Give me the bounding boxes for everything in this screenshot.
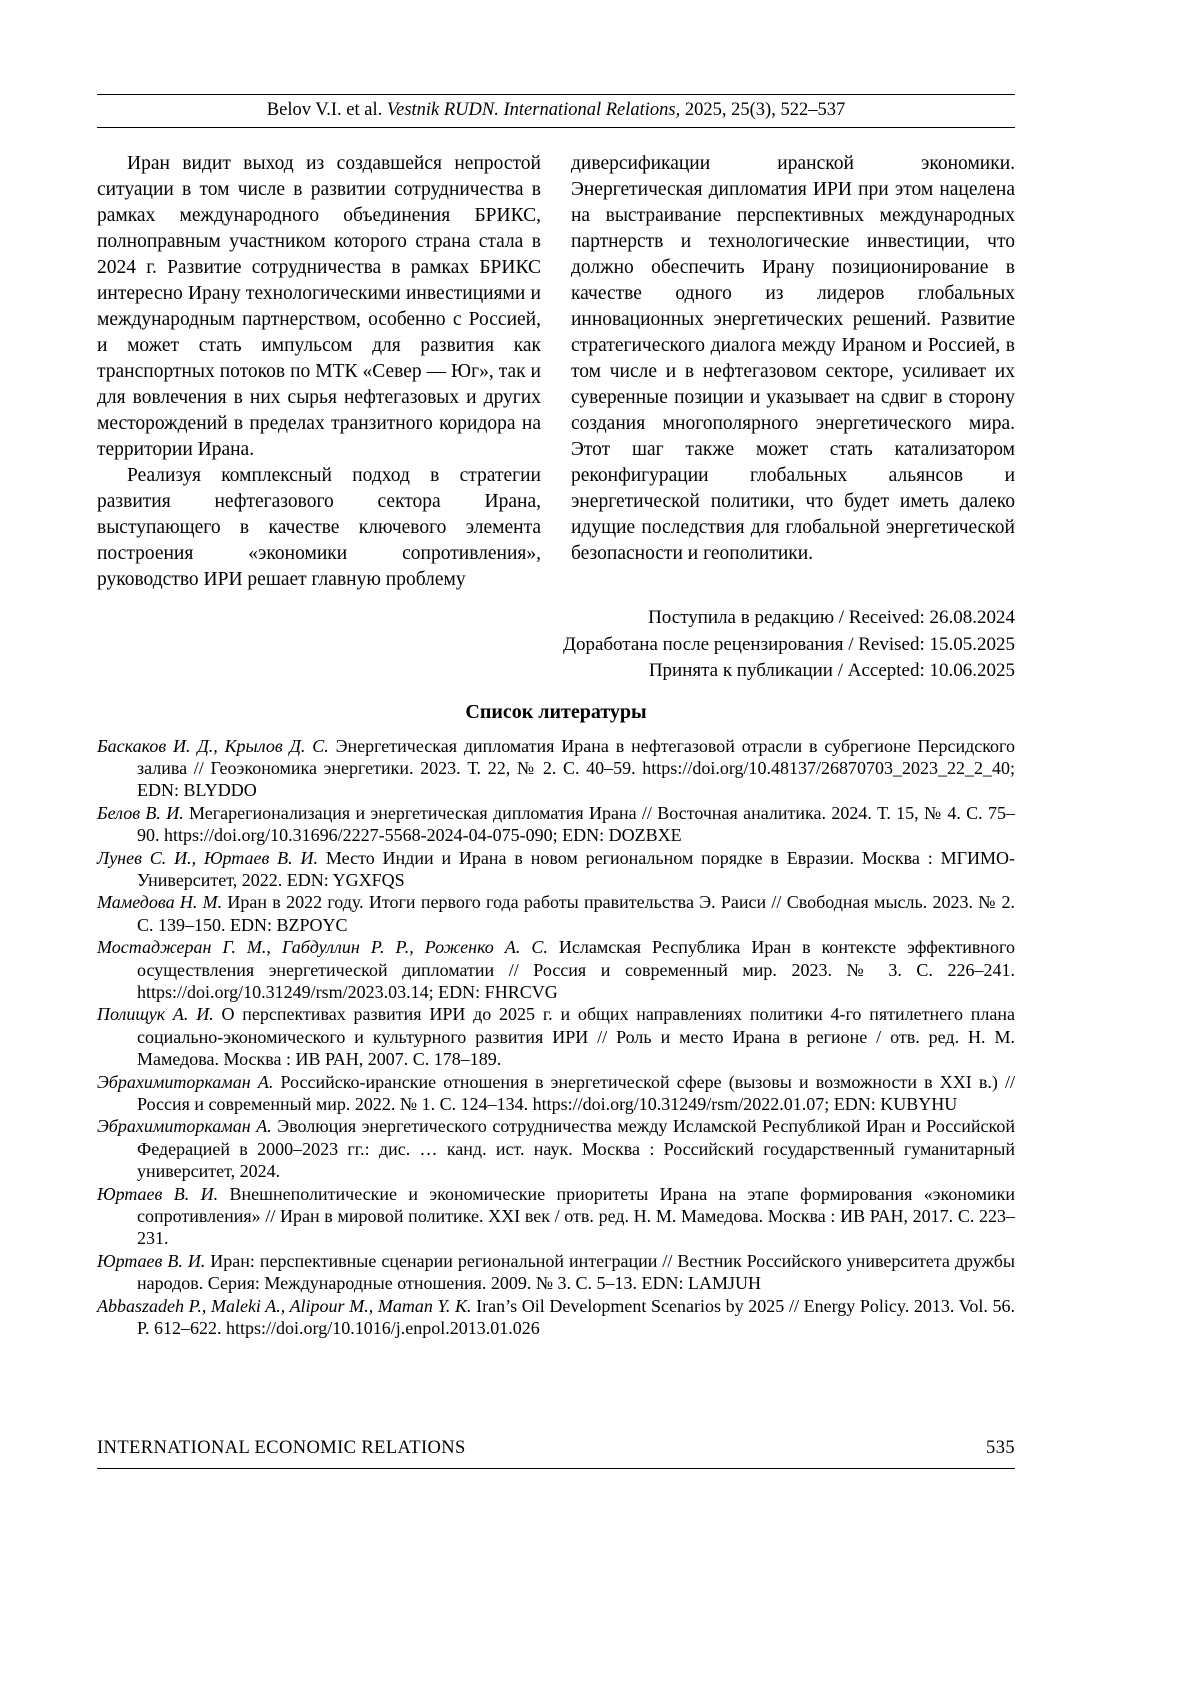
reference-authors: Юртаев В. И. <box>97 1183 219 1204</box>
reference-item: Мостаджеран Г. М., Габдуллин Р. Р., Роженко А. С. Исламская Республика Иран в контексте эффективного осуществления энергетической дипломатии // Россия и современный мир. 2023. № 3. С. 226–241. https://doi.org/10.31249/rsm/2023.03.14; EDN: FHRCVG <box>97 937 1015 1002</box>
reference-item: Баскаков И. Д., Крылов Д. С. Энергетическая дипломатия Ирана в нефтегазовой отрасли в субрегионе Персидского залива // Геоэкономика энергетики. 2023. Т. 22, № 2. С. 40–59. https://doi.org/10.48137/26870703_2023_22_2_40; EDN: BLYDDO <box>97 735 1015 801</box>
reference-authors: Полищук А. И. <box>97 1004 214 1025</box>
reference-item: Эбрахимиторкаман А. Эволюция энергетического сотрудничества между Исламской Республикой Иран и Российской Федерацией в 2000–2023 гг.: дис. … канд. ист. наук. Москва : Российский государственный гуманитарный университет, 2024. <box>97 1116 1015 1182</box>
reference-authors: Баскаков И. Д., Крылов Д. С. <box>97 735 329 756</box>
article-body <box>97 151 1015 593</box>
reference-item: Лунев С. И., Юртаев В. И. Место Индии и Ирана в новом региональном порядке в Евразии. Москва : МГИМО-Университет, 2022. EDN: YGXFQS <box>97 847 1016 890</box>
reference-item: Abbaszadeh P., Maleki A., Alipour M., Maman Y. K. Iran’s Oil Development Scenarios by 2025 // Energy Policy. 2013. Vol. 56. P. 612–622. https://doi.org/10.1016/j.enpol.2013.01.026 <box>97 1295 1016 1339</box>
reference-authors: Мостаджеран Г. М., Габдуллин Р. Р., Роженко А. С. <box>97 937 548 958</box>
date-line: Доработана после рецензирования / Revised: 15.05.2025 <box>563 633 1015 655</box>
paragraph: Реализуя комплексный подход в стратегии развития нефтегазового сектора Ирана, выступающего в качестве ключевого элемента построения «экономики сопротивления», руководство ИРИ решает главную проблему <box>97 465 541 590</box>
reference-item: Юртаев В. И. Иран: перспективные сценарии региональной интеграции // Вестник Российского университета дружбы народов. Серия: Международные отношения. 2009. № 3. С. 5–13. EDN: LAMJUH <box>97 1250 1015 1294</box>
header-journal-title: Vestnik RUDN. International Relations <box>386 100 676 120</box>
reference-authors: Эбрахимиторкаман А. <box>97 1116 272 1137</box>
reference-item: Полищук А. И. О перспективах развития ИРИ до 2025 г. и общих направлениях политики 4-го пятилетнего плана социально-экономического и культурного развития ИРИ // Роль и место Ирана в регионе / отв. ред. Н. М. Мамедова. Москва : ИВ РАН, 2007. С. 178–189. <box>97 1004 1016 1070</box>
page-number: 535 <box>986 1438 1015 1458</box>
footer <box>97 1438 1015 1469</box>
reference-authors: Abbaszadeh P., Maleki A., Alipour M., Maman Y. K. <box>97 1295 472 1316</box>
reference-authors: Белов В. И. <box>97 802 184 823</box>
reference-item: Белов В. И. Мегарегионализация и энергетическая дипломатия Ирана // Восточная аналитика. 2024. Т. 15, № 4. С. 75–90. https://doi.org/10.31696/2227-5568-2024-04-075-090; EDN: DOZBXE <box>97 802 1015 846</box>
left-column <box>97 151 541 593</box>
date-line: Принята к публикации / Accepted: 10.06.2025 <box>648 660 1015 681</box>
reference-authors: Эбрахимиторкаман А. <box>97 1071 274 1092</box>
right-column <box>571 151 1015 593</box>
reference-authors: Мамедова Н. М. <box>97 892 223 913</box>
dates-block <box>97 605 1015 685</box>
reference-authors: Лунев С. И., Юртаев В. И. <box>97 847 319 868</box>
reference-item: Мамедова Н. М. Иран в 2022 году. Итоги первого года работы правительства Э. Раиси // Свободная мысль. 2023. № 2. С. 139–150. EDN: BZPOYC <box>97 892 1016 935</box>
paragraph: Иран видит выход из создавшейся непростой ситуации в том числе в развитии сотрудничества в рамках международного объединения БРИКС, полноправным участником которого страна стала в 2024 г. Развитие сотрудничества в рамках БРИКС интересно Ирану технологическими инвестициями и международным партнерством, особенно с Россией, и может стать импульсом для развития как транспортных потоков по МТК «Север — Юг», так и для вовлечения в них сырья нефтегазовых и других месторождений в пределах транзитного коридора на территории Ирана. <box>97 153 541 460</box>
header-issue-info: , 2025, 25(3), 522–537 <box>675 100 846 120</box>
paragraph: диверсификации иранской экономики. Энергетическая дипломатия ИРИ при этом нацелена на выстраивание перспективных международных партнерств и технологические инвестиции, что должно обеспечить Ирану позиционирование в качестве одного из лидеров глобальных инновационных энергетических решений. Развитие стратегического диалога между Ираном и Россией, в том числе и в нефтегазовом секторе, усиливает их суверенные позиции и указывает на сдвиг в сторону создания многополярного энергетического мира. Этот шаг также может стать катализатором реконфигурации глобальных альянсов и энергетической политики, что будет иметь далеко идущие последствия для глобальной энергетической безопасности и геополитики. <box>571 153 1015 564</box>
reference-item: Юртаев В. И. Внешнеполитические и экономические приоритеты Ирана на этапе формирования «экономики сопротивления» // Иран в мировой политике. XXI век / отв. ред. Н. М. Мамедова. Москва : ИВ РАН, 2017. С. 223–231. <box>97 1183 1016 1249</box>
references-list <box>97 735 1015 1340</box>
running-header <box>97 94 1015 128</box>
reference-authors: Юртаев В. И. <box>97 1250 206 1271</box>
date-line: Поступила в редакцию / Received: 26.08.2024 <box>648 607 1015 628</box>
header-authors: Belov V.I. et al. <box>266 100 387 120</box>
footer-section-title: INTERNATIONAL ECONOMIC RELATIONS <box>97 1438 466 1458</box>
references-heading: Список литературы <box>465 700 647 723</box>
reference-item: Эбрахимиторкаман А. Российско-иранские отношения в энергетической сфере (вызовы и возможности в XXI в.) // Россия и современный мир. 2022. № 1. С. 124–134. https://doi.org/10.31249/rsm/2022.01.07; EDN: KUBYHU <box>97 1071 1015 1114</box>
